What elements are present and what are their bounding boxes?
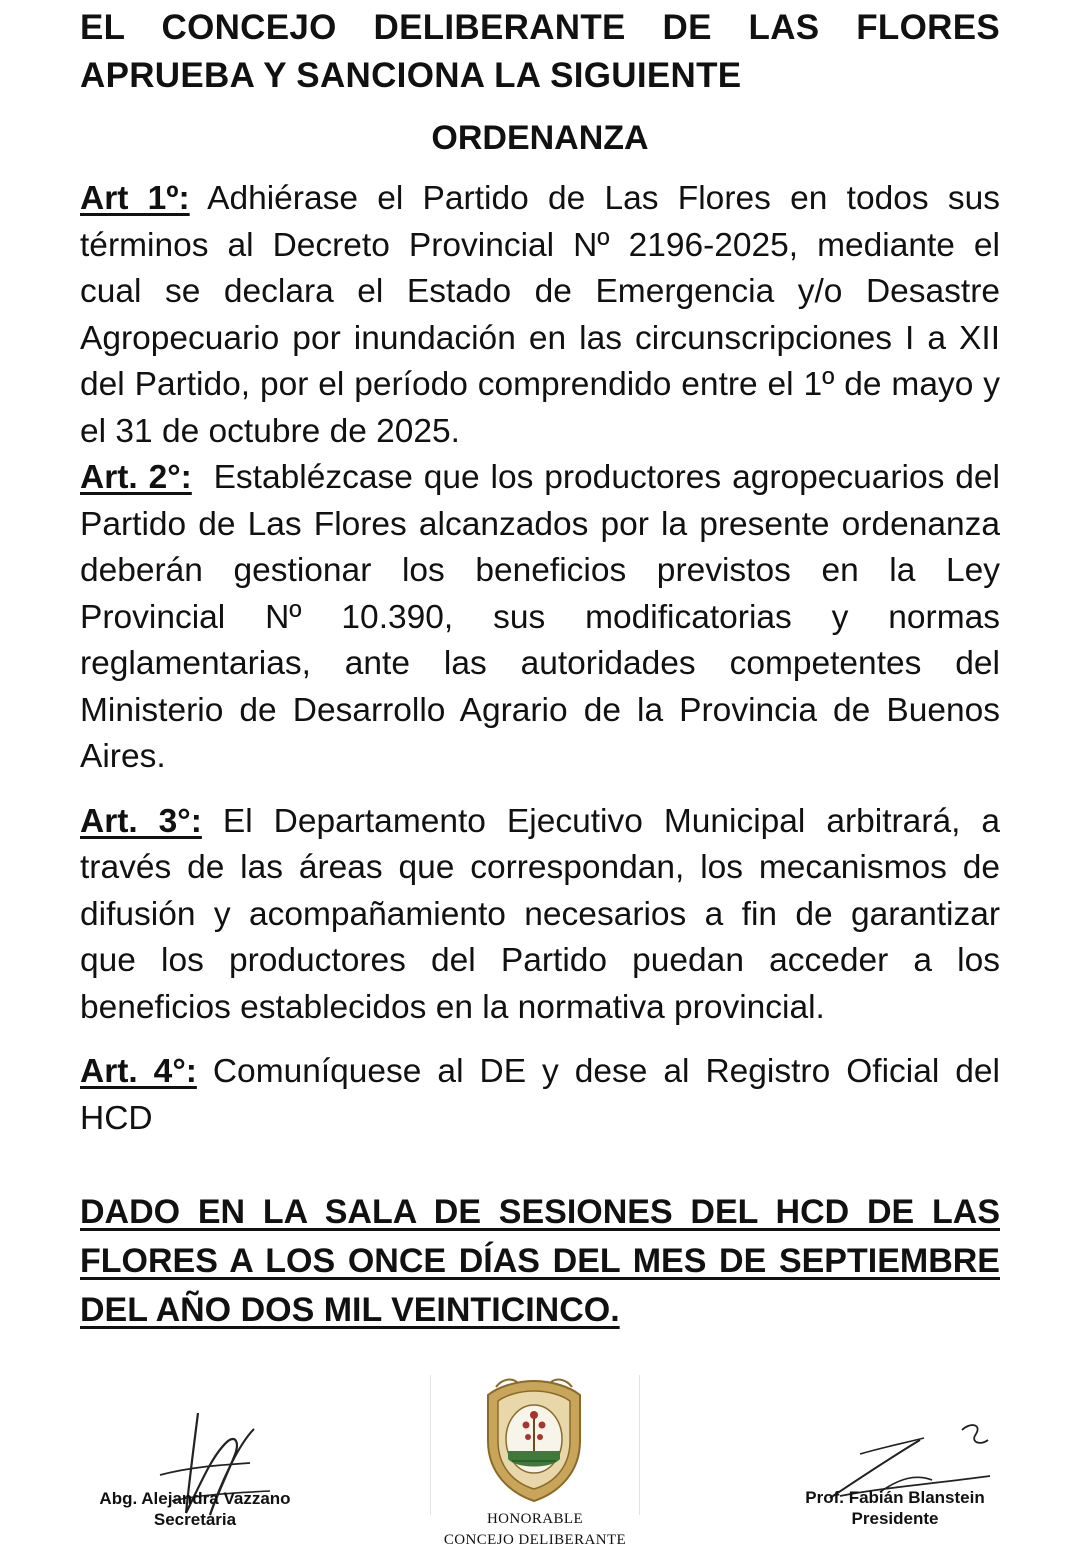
signature-right (790, 1487, 1000, 1529)
article-2-text: Establézcase que los productores agropecuarios del Partido de Las Flores alcanzados por la presente ordenanza deberán gestionar los beneficios previstos en la Ley Provincial Nº 10.390, sus modificatorias y normas reglamentarias, ante las autoridades competentes del Ministerio de Desarrollo Agrario de la Provincia de Buenos Aires. (80, 459, 1010, 775)
article-4-text: Comuníquese al DE y dese al Registro Oficial del HCD (80, 1053, 1000, 1137)
closing-statement: DADO EN LA SALA DE SESIONES DEL HCD DE LAS FLORES A LOS ONCE DÍAS DEL MES DE SEPTIEMBRE DEL AÑO DOS MIL VEINTICINCO. (80, 1193, 1000, 1329)
signature-left-name: Abg. Alejandra Vazzano (99, 1489, 291, 1508)
seal (430, 1375, 640, 1550)
seal-emblem-icon (482, 1377, 586, 1505)
header-line-1: EL CONCEJO DELIBERANTE DE LAS FLORES (80, 8, 1000, 47)
article-1 (80, 176, 1000, 455)
article-3-text: El Departamento Ejecutivo Municipal arbitrará, a través de las áreas que correspondan, los mecanismos de difusión y acompañamiento necesarios a fin de garantizar que los productores del Partido puedan acceder a los beneficios establecidos en la normativa provincial. (80, 802, 1000, 1026)
signature-right-name: Prof. Fabián Blanstein (805, 1488, 985, 1507)
document-header (80, 4, 1000, 100)
article-2-label: Art. 2°: (80, 459, 192, 496)
seal-line-2: CONCEJO DELIBERANTE (443, 1532, 627, 1548)
article-4-label: Art. 4°: (80, 1053, 197, 1090)
article-1-text: Adhiérase el Partido de Las Flores en todos sus términos al Decreto Provincial Nº 2196-2025, mediante el cual se declara el Estado de Emergencia y/o Desastre Agropecuario por inundación en las circunscripciones I a XII del Partido, por el período comprendido entre el 1º de mayo y el 31 de octubre de 2025. (80, 180, 1000, 450)
signature-right-role: Presidente (851, 1509, 939, 1528)
seal-line-1: HONORABLE (486, 1511, 584, 1527)
article-3 (80, 799, 1000, 1032)
ordinance-document (80, 0, 1010, 1335)
header-line-2: APRUEBA Y SANCIONA LA SIGUIENTE (80, 56, 742, 95)
article-4 (80, 1049, 1000, 1142)
article-2 (80, 455, 1010, 781)
ordinance-title: ORDENANZA (431, 119, 649, 157)
signature-left-role: Secretaria (153, 1510, 237, 1529)
signature-left (80, 1488, 310, 1530)
article-3-label: Art. 3°: (80, 802, 202, 840)
article-1-label: Art 1º: (80, 180, 190, 217)
